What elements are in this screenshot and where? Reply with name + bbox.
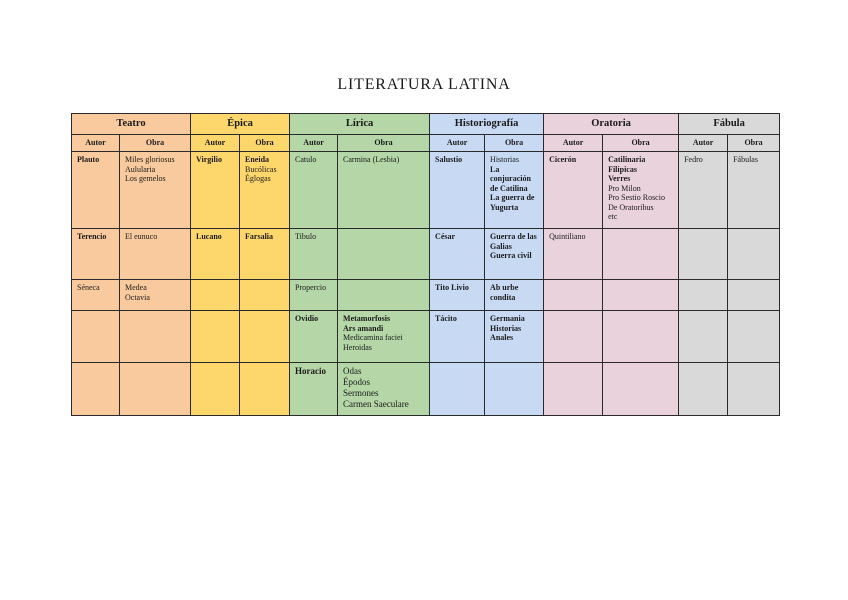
work-title: El eunuco xyxy=(125,232,158,241)
obra-cell xyxy=(120,311,191,363)
table-row xyxy=(72,152,780,229)
subheader-autor: Autor xyxy=(679,135,728,152)
autor-cell xyxy=(72,152,120,229)
obra-cell xyxy=(240,363,290,416)
autor-cell xyxy=(430,311,485,363)
obra-cell xyxy=(338,229,430,280)
work-title: Metamorfosis xyxy=(343,314,391,323)
author-name: Plauto xyxy=(77,155,100,164)
subheader-obra: Obra xyxy=(120,135,191,152)
autor-cell xyxy=(430,152,485,229)
work-title: Medea xyxy=(125,283,147,292)
autor-cell xyxy=(191,152,240,229)
obra-cell xyxy=(728,229,780,280)
work-title: Guerra civil xyxy=(490,251,532,260)
obra-cell xyxy=(485,311,544,363)
work-title: Catilinaria xyxy=(608,155,646,164)
work-title: Ab urbe condita xyxy=(490,283,519,302)
obra-cell xyxy=(120,363,191,416)
author-name: Quintiliano xyxy=(549,232,586,241)
autor-cell xyxy=(679,363,728,416)
autor-cell xyxy=(430,229,485,280)
author-name: Terencio xyxy=(77,232,107,241)
autor-cell xyxy=(72,311,120,363)
obra-cell xyxy=(485,363,544,416)
autor-cell xyxy=(290,152,338,229)
obra-cell xyxy=(240,229,290,280)
genre-header-row xyxy=(72,114,780,135)
obra-cell xyxy=(728,311,780,363)
subheader-obra: Obra xyxy=(728,135,780,152)
obra-cell xyxy=(240,311,290,363)
autor-cell xyxy=(679,229,728,280)
autor-cell xyxy=(191,229,240,280)
autor-cell xyxy=(290,229,338,280)
work-title: Carmina (Lesbia) xyxy=(343,155,400,164)
author-name: Tito Livio xyxy=(435,283,469,292)
autor-cell xyxy=(544,152,603,229)
author-name: Fedro xyxy=(684,155,703,164)
obra-cell xyxy=(603,280,679,311)
subheader-autor: Autor xyxy=(430,135,485,152)
work-title: Anales xyxy=(490,333,514,342)
work-title: Filípicas xyxy=(608,164,637,174)
autor-cell xyxy=(191,311,240,363)
work-title: Pro Milon xyxy=(608,183,641,193)
work-title: Heroidas xyxy=(343,342,372,352)
obra-cell xyxy=(728,152,780,229)
autor-cell xyxy=(290,311,338,363)
subheader-obra: Obra xyxy=(603,135,679,152)
autor-cell xyxy=(430,363,485,416)
work-title: Aulularia xyxy=(125,164,156,174)
subheader-autor: Autor xyxy=(290,135,338,152)
work-title: Farsalia xyxy=(245,232,274,241)
work-title: Sermones xyxy=(343,388,379,398)
obra-cell xyxy=(485,152,544,229)
work-title: Miles gloriosus xyxy=(125,155,175,164)
obra-cell xyxy=(120,152,191,229)
author-name: Salustio xyxy=(435,155,463,164)
work-title: Églogas xyxy=(245,174,271,183)
work-title: Guerra de las Galias xyxy=(490,232,537,251)
table-row xyxy=(72,280,780,311)
obra-cell xyxy=(728,363,780,416)
autor-cell xyxy=(679,152,728,229)
table-row xyxy=(72,229,780,280)
author-name: Propercio xyxy=(295,283,327,292)
obra-cell xyxy=(240,280,290,311)
work-title: Medicamina faciei xyxy=(343,333,403,342)
author-name: Cicerón xyxy=(549,155,577,164)
subheader-autor: Autor xyxy=(544,135,603,152)
author-name: Ovidio xyxy=(295,314,319,323)
work-title: Pro Sestio Roscio xyxy=(608,193,665,202)
obra-cell xyxy=(603,363,679,416)
autor-cell xyxy=(544,311,603,363)
author-name: Tibulo xyxy=(295,232,317,241)
work-title: Verres xyxy=(608,174,631,183)
work-title: Épodos xyxy=(343,377,371,387)
subheader-row xyxy=(72,135,780,152)
work-title: Germania xyxy=(490,314,525,323)
obra-cell xyxy=(603,229,679,280)
work-title: La conjuración de Catilina xyxy=(490,164,531,193)
autor-cell xyxy=(679,311,728,363)
obra-cell xyxy=(338,152,430,229)
work-title: Bucólicas xyxy=(245,164,277,174)
author-name: Lucano xyxy=(196,232,222,241)
genre-header-epica: Épica xyxy=(191,114,290,135)
obra-cell xyxy=(240,152,290,229)
obra-cell xyxy=(338,363,430,416)
autor-cell xyxy=(191,280,240,311)
work-title: Historias xyxy=(490,323,522,333)
work-title: Fábulas xyxy=(733,155,758,164)
obra-cell xyxy=(603,311,679,363)
author-name: Virgilio xyxy=(196,155,222,164)
author-name: Horacio xyxy=(295,366,327,376)
obra-cell xyxy=(728,280,780,311)
subheader-autor: Autor xyxy=(191,135,240,152)
author-name: Séneca xyxy=(77,283,100,292)
obra-cell xyxy=(338,280,430,311)
genre-header-lirica: Lírica xyxy=(290,114,430,135)
subheader-obra: Obra xyxy=(485,135,544,152)
work-title: La guerra de Yugurta xyxy=(490,193,535,212)
autor-cell xyxy=(191,363,240,416)
subheader-autor: Autor xyxy=(72,135,120,152)
table-body xyxy=(72,152,780,416)
page-title: LITERATURA LATINA xyxy=(337,76,511,93)
subheader-obra: Obra xyxy=(338,135,430,152)
genre-header-historiografia: Historiografía xyxy=(430,114,544,135)
autor-cell xyxy=(290,280,338,311)
autor-cell xyxy=(72,280,120,311)
autor-cell xyxy=(72,229,120,280)
autor-cell xyxy=(544,363,603,416)
work-title: Octavia xyxy=(125,292,150,302)
autor-cell xyxy=(72,363,120,416)
subheader-obra: Obra xyxy=(240,135,290,152)
autor-cell xyxy=(430,280,485,311)
obra-cell xyxy=(485,229,544,280)
autor-cell xyxy=(679,280,728,311)
author-name: Catulo xyxy=(295,155,317,164)
work-title: Eneida xyxy=(245,155,270,164)
work-title: Odas xyxy=(343,366,362,376)
work-title: Carmen Saeculare xyxy=(343,399,409,409)
obra-cell xyxy=(603,152,679,229)
table-row xyxy=(72,311,780,363)
literature-table xyxy=(71,113,780,416)
genre-header-fabula: Fábula xyxy=(679,114,780,135)
work-title: etc xyxy=(608,212,618,221)
genre-header-oratoria: Oratoria xyxy=(544,114,679,135)
work-title: De Oratoribus xyxy=(608,202,654,212)
work-title: Historias xyxy=(490,155,519,164)
work-title: Ars amandi xyxy=(343,323,384,333)
work-title: Los gemelos xyxy=(125,174,166,183)
author-name: Tácito xyxy=(435,314,457,323)
autor-cell xyxy=(544,229,603,280)
genre-header-teatro: Teatro xyxy=(72,114,191,135)
obra-cell xyxy=(338,311,430,363)
autor-cell xyxy=(290,363,338,416)
autor-cell xyxy=(544,280,603,311)
obra-cell xyxy=(120,229,191,280)
author-name: César xyxy=(435,232,456,241)
obra-cell xyxy=(120,280,191,311)
obra-cell xyxy=(485,280,544,311)
table-row xyxy=(72,363,780,416)
